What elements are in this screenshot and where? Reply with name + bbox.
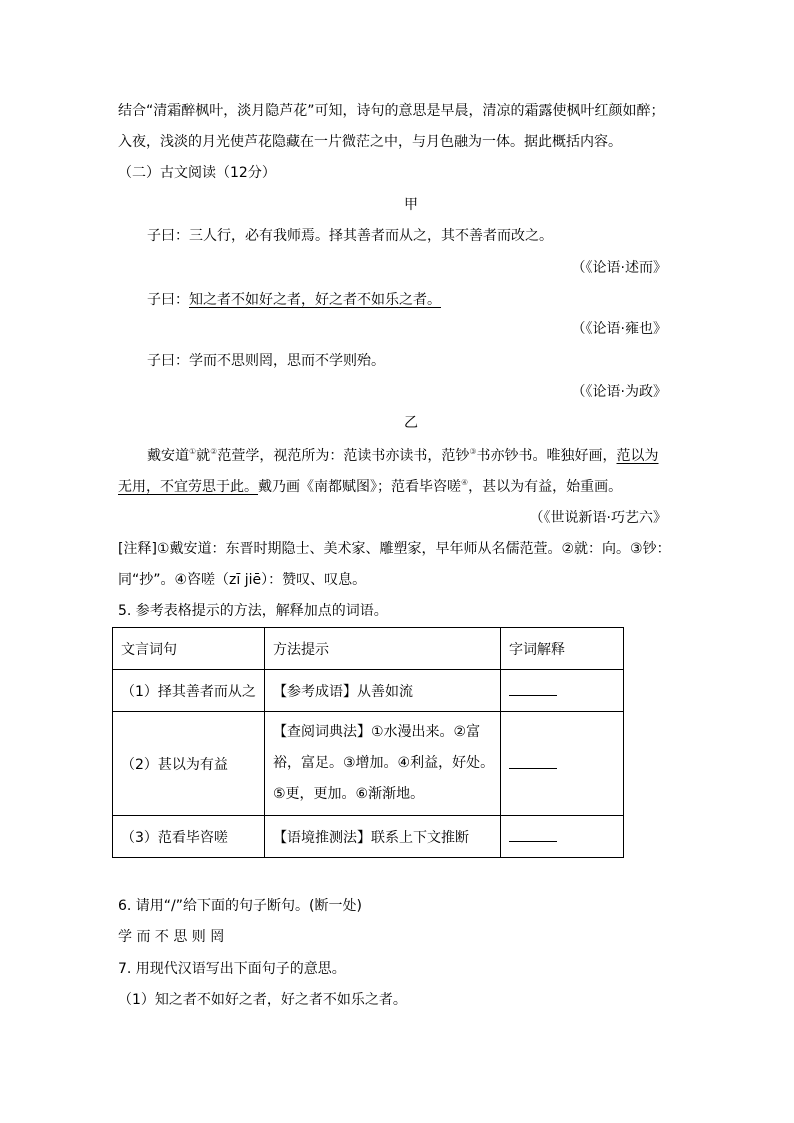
header-phrase: 文言词句: [113, 628, 265, 670]
row-2-answer[interactable]: [501, 712, 624, 816]
question-5-prompt: 5. 参考表格提示的方法，解释加点的词语。: [118, 603, 388, 619]
row-2-phrase: （2）甚以为有益: [113, 712, 265, 816]
row-3-answer[interactable]: [501, 816, 624, 858]
row-1-hint: 【参考成语】从善如流: [265, 670, 501, 712]
intro-line-1: 结合“清霜醉枫叶，淡月隐芦花”可知，诗句的意思是早晨，清凉的霜露使枫叶红颜如醉；: [118, 103, 665, 119]
question-6-sentence: 学 而 不 思 则 罔: [118, 929, 225, 945]
jia-source-1: （《论语·述而》: [571, 260, 667, 276]
passage-jia-title: 甲: [404, 197, 418, 213]
section-heading: （二）古文阅读（12分）: [118, 165, 276, 181]
row-1-answer[interactable]: [501, 670, 624, 712]
yi-paragraph-line-1: 戴安道①就②范萱学，视范所为：范读书亦读书，范钞③书亦钞书。唯独好画，范以为: [147, 447, 659, 464]
yi-paragraph-line-2: 无用，不宜劳思于此。戴乃画《南都赋图》；范看毕咨嗟④，甚以为有益，始重画。: [118, 478, 623, 495]
table-row: [113, 670, 624, 712]
jia-source-3: （《论语·为政》: [571, 384, 667, 400]
answer-blank[interactable]: [509, 681, 557, 696]
jia-quote-2: [147, 290, 441, 310]
intro-line-2: 入夜，浅淡的月光使芦花隐藏在一片微茫之中，与月色融为一体。据此概括内容。: [118, 134, 622, 150]
row-2-hint: 【查阅词典法】①水漫出来。②富 裕，富足。③增加。④利益，好处。 ⑤更，更加。⑥渐渐地。: [265, 712, 501, 816]
jia-source-2: （《论语·雍也》: [571, 321, 667, 337]
jia-quote-2-underlined: 知之者不如好之者，好之者不如乐之者。: [189, 292, 441, 308]
yi-source: （《世说新语·巧艺六》: [529, 510, 667, 526]
footnote-3: ③: [469, 447, 477, 456]
answer-blank[interactable]: [509, 827, 557, 842]
jia-quote-1: 子曰：三人行，必有我师焉。择其善者而从之，其不善者而改之。: [147, 228, 553, 244]
answer-blank[interactable]: [509, 754, 557, 769]
question-7-item-1: （1）知之者不如好之者，好之者不如乐之者。: [118, 992, 407, 1008]
question-7-prompt: 7. 用现代汉语写出下面句子的意思。: [118, 961, 346, 977]
jia-quote-3: 子曰：学而不思则罔，思而不学则殆。: [147, 353, 385, 369]
vocabulary-table: [112, 627, 624, 858]
row-1-phrase: （1）择其善者而从之: [113, 670, 265, 712]
jia-quote-2-prefix: 子曰：: [147, 292, 189, 308]
footnote-4: ④: [461, 478, 469, 487]
header-explanation: 字词解释: [501, 628, 624, 670]
table-row: [113, 712, 624, 816]
footnote-2: ②: [210, 447, 218, 456]
question-6-prompt: 6. 请用“/”给下面的句子断句。(断一处): [118, 898, 362, 914]
row-3-hint: 【语境推测法】联系上下文推断: [265, 816, 501, 858]
row-3-phrase: （3）范看毕咨嗟: [113, 816, 265, 858]
header-method: 方法提示: [265, 628, 501, 670]
notes-line-1: [注释]①戴安道：东晋时期隐士、美术家、雕塑家，早年师从名儒范萱。②就：向。③钞：: [118, 541, 671, 557]
table-header-row: [113, 628, 624, 670]
table-row: [113, 816, 624, 858]
notes-line-2: 同“抄”。④咨嗟（zī jiē）：赞叹、叹息。: [118, 572, 367, 588]
passage-yi-title: 乙: [404, 415, 418, 431]
footnote-1: ①: [189, 447, 197, 456]
yi-underlined-start: 范以为: [616, 448, 659, 464]
yi-underlined-end: 无用，不宜劳思于此。: [118, 479, 258, 495]
